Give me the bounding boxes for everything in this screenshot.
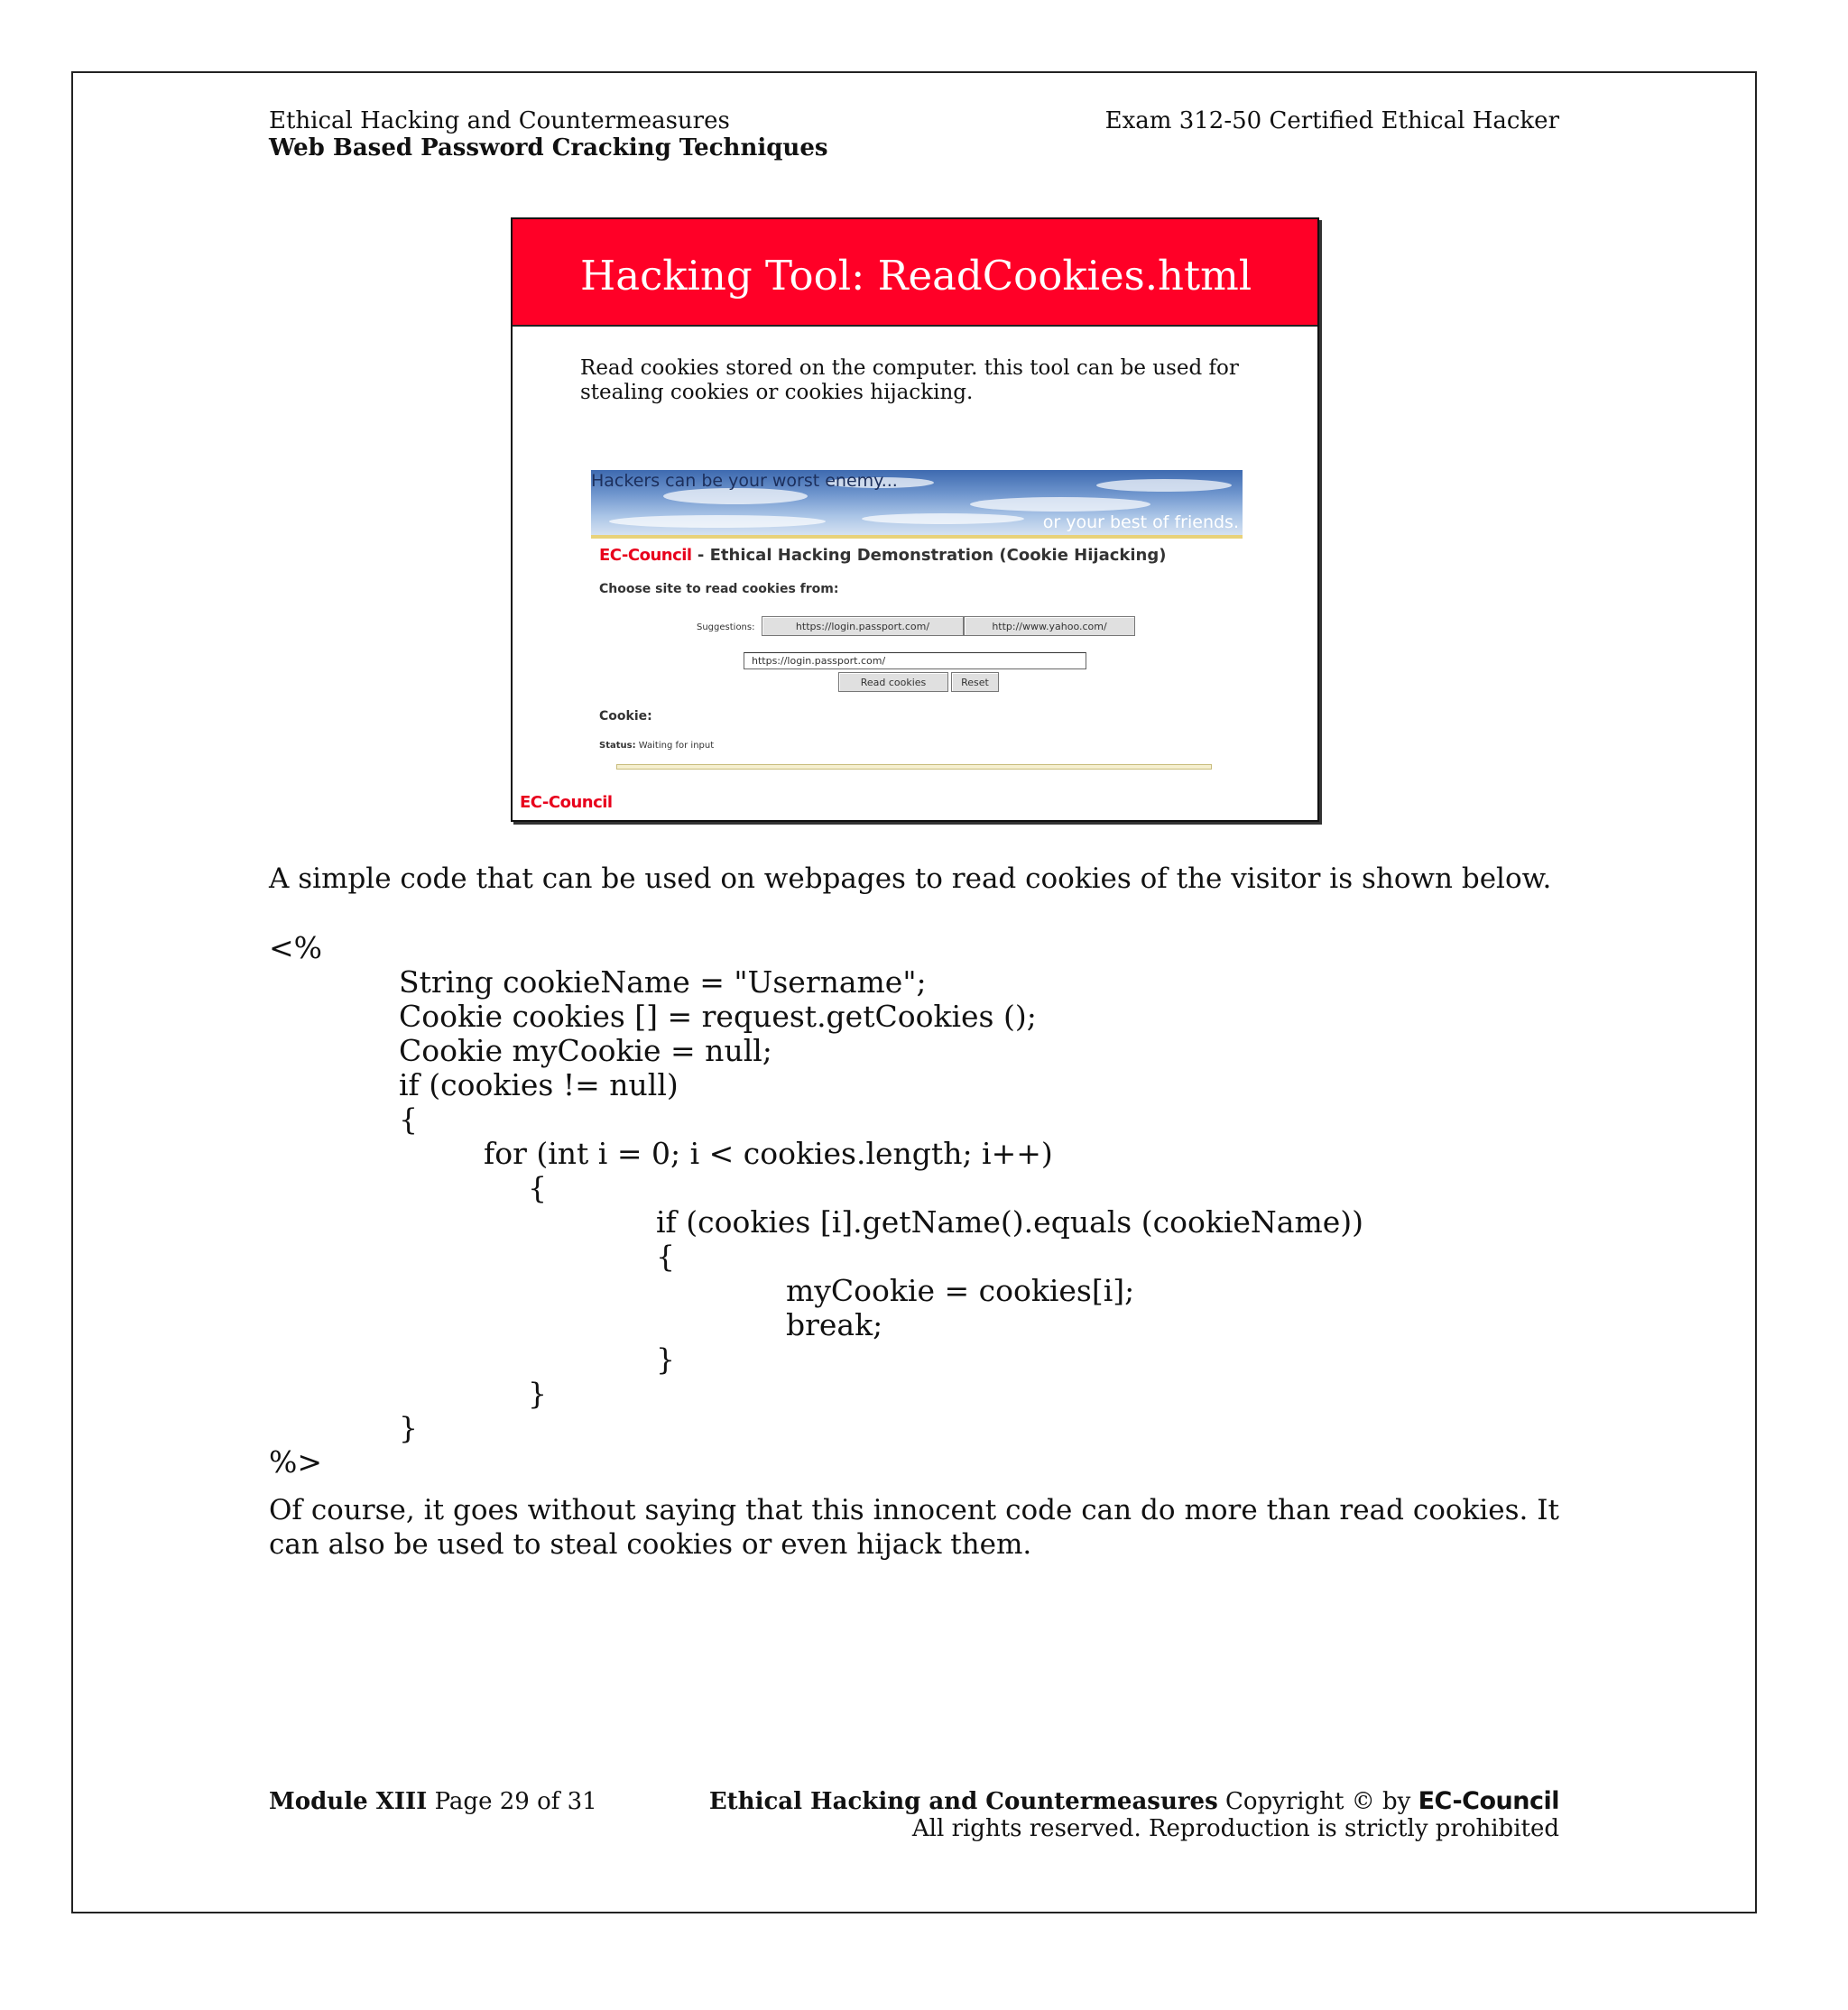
code-line: }: [399, 1410, 418, 1445]
read-cookies-button[interactable]: Read cookies: [838, 672, 948, 692]
banner-image: [591, 470, 1243, 539]
code-line: }: [528, 1376, 547, 1411]
closing-paragraph: Of course, it goes without saying that this innocent code can do more than read cookies. It can also be used to steal cookies or even hijack them.: [269, 1494, 1559, 1561]
code-line: {: [399, 1102, 418, 1137]
slide-title: Hacking Tool: ReadCookies.html: [580, 252, 1252, 300]
status-label: Status:: [599, 741, 636, 751]
banner-left-text: Hackers can be your worst enemy...: [591, 471, 898, 491]
course-title: Ethical Hacking and Countermeasures: [269, 107, 730, 134]
tool-screenshot: [591, 470, 1243, 779]
suggestion-yahoo-button[interactable]: http://www.yahoo.com/: [964, 616, 1135, 636]
code-line: Cookie cookies [] = request.getCookies ();: [399, 999, 1037, 1034]
code-line: if (cookies != null): [399, 1067, 679, 1102]
code-line: %>: [269, 1444, 323, 1480]
section-title: Web Based Password Cracking Techniques: [269, 134, 828, 161]
status-line: [599, 741, 714, 751]
slide-footer-logo: EC-Council: [520, 793, 613, 812]
code-line: String cookieName = "Username";: [399, 964, 927, 1000]
screenshot-heading: [599, 546, 1166, 565]
code-line: Cookie myCookie = null;: [399, 1033, 772, 1068]
footer-page-number: Page 29 of 31: [427, 1788, 597, 1815]
footer-rights: All rights reserved. Reproduction is strictly prohibited: [911, 1815, 1559, 1842]
footer-ec-council-logo: EC-Council: [1418, 1787, 1559, 1815]
status-value: Waiting for input: [635, 741, 715, 751]
footer-copyright-text: Copyright © by: [1217, 1788, 1418, 1815]
suggestion-passport-button[interactable]: https://login.passport.com/: [762, 616, 964, 636]
ec-council-logo: EC-Council: [599, 546, 692, 565]
slide: [511, 217, 1319, 822]
cookie-label: Cookie:: [599, 709, 652, 724]
code-line: <%: [269, 930, 323, 965]
code-line: {: [656, 1239, 675, 1274]
intro-text: A simple code that can be used on webpages to read cookies of the visitor is shown below.: [269, 862, 1552, 895]
footer-module-label: Module XIII: [269, 1788, 428, 1815]
footer-course: Ethical Hacking and Countermeasures: [708, 1788, 1218, 1815]
footer-module: [269, 1788, 597, 1815]
code-line: for (int i = 0; i < cookies.length; i++): [484, 1136, 1053, 1171]
suggestions-label: Suggestions:: [697, 622, 755, 632]
status-bar: [616, 764, 1212, 770]
url-input[interactable]: https://login.passport.com/: [744, 652, 1086, 669]
code-line: {: [528, 1170, 547, 1205]
choose-site-label: Choose site to read cookies from:: [599, 582, 839, 596]
footer-copyright: [709, 1788, 1559, 1815]
code-line: }: [656, 1342, 675, 1377]
code-line: myCookie = cookies[i];: [786, 1273, 1135, 1308]
exam-title: Exam 312-50 Certified Ethical Hacker: [1104, 107, 1559, 134]
banner-right-text: or your best of friends.: [1042, 512, 1239, 532]
slide-title-bar: [513, 219, 1317, 327]
screenshot-heading-text: - Ethical Hacking Demonstration (Cookie Hijacking): [691, 546, 1167, 565]
reset-button[interactable]: Reset: [951, 672, 999, 692]
slide-description: Read cookies stored on the computer. this tool can be used for stealing cookies or cookies hijacking.: [580, 356, 1239, 404]
code-line: if (cookies [i].getName().equals (cookieName)): [656, 1204, 1364, 1240]
code-line: break;: [786, 1307, 883, 1342]
